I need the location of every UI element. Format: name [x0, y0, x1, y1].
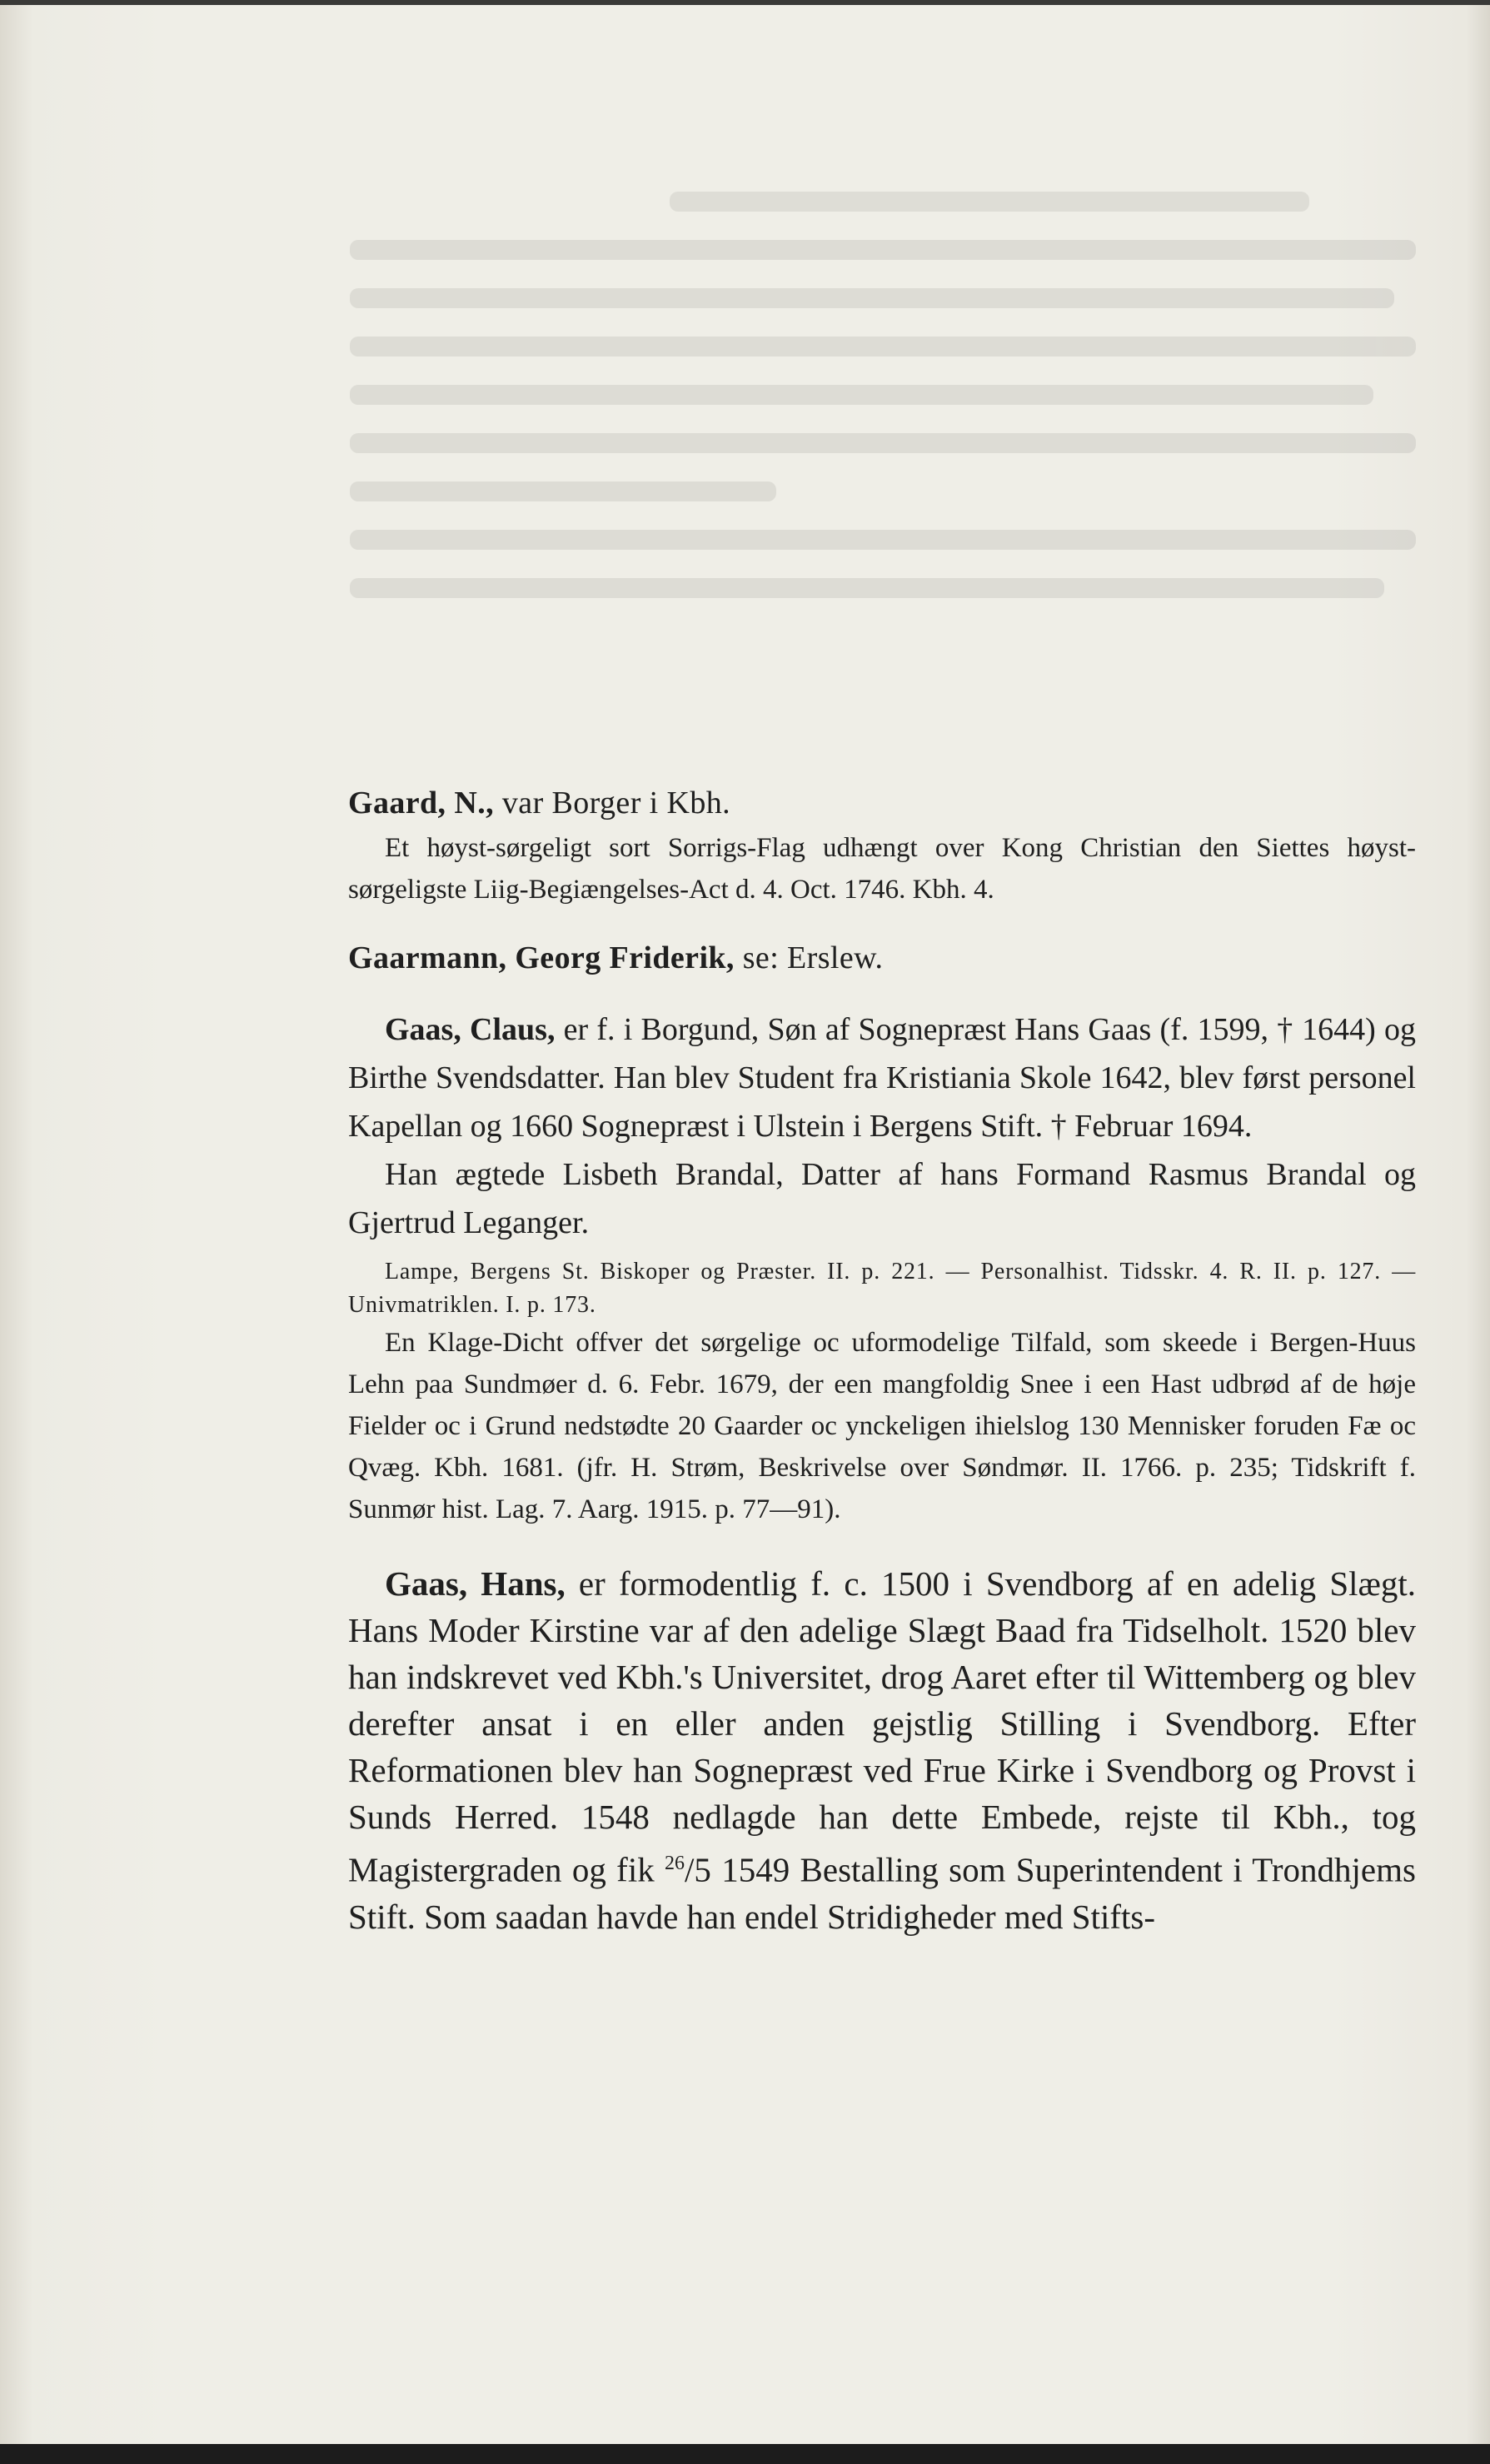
- document-body: [348, 779, 1416, 1940]
- entry-gaas-claus-work: En Klage-Dicht offver det sørgelige oc uformodelige Tilfald, som skeede i Bergen-Huus Lehn paa Sundmøer d. 6. Febr. 1679, der een mangfoldig Snee i een Hast udbrød af de høje Fielder oc i Grund nedstødte 20 Gaarder oc ynckeligen ihielslog 130 Mennisker foruden Fæ oc Qvæg. Kbh. 1681. (jfr. H. Strøm, Beskrivelse over Søndmør. II. 1766. p. 235; Tidskrift f. Sunmør hist. Lag. 7. Aarg. 1915. p. 77—91).: [348, 1328, 1416, 1524]
- entry-gaas-claus-references: Lampe, Bergens St. Biskoper og Præster. II. p. 221. — Personalhist. Tidsskr. 4. R. II. p. 127. — Univmatriklen. I. p. 173.: [348, 1259, 1416, 1318]
- entry-gaas-hans-bio-continued: 1549 Bestalling som Superintendent i Trondhjems Stift. Som saadan havde han endel Stridigheder med Stifts-: [348, 1850, 1416, 1936]
- entry-gaas-claus-name: Gaas, Claus,: [385, 1012, 556, 1047]
- entry-gaas-claus-paragraph: [348, 1005, 1416, 1150]
- page-bottom-edge: [0, 2444, 1490, 2464]
- entry-gaard-heading: [348, 779, 1416, 827]
- entry-gaas-hans-date-day: 26: [665, 1853, 685, 1874]
- entry-gaard-work: Et høyst-sørgeligt sort Sorrigs-Flag udhængt over Kong Christian den Siettes høyst-sørgeligste Liig-Begiængelses-Act d. 4. Oct. 1746. Kbh. 4.: [348, 833, 1416, 905]
- entry-gaard-name: Gaard, N.,: [348, 786, 494, 821]
- entry-gaarmann-heading: [348, 934, 1416, 982]
- entry-gaarmann-name: Gaarmann, Georg Friderik,: [348, 940, 735, 975]
- entry-gaas-claus-bio: er f. i Borgund, Søn af Sognepræst Hans Gaas (f. 1599, † 1644) og Birthe Svendsdatter. Han blev Student fra Kristiania Skole 1642, blev først personel Kapellan og 1660 Sognepræst i Ulstein i Bergens Stift. † Februar 1694.: [348, 1012, 1416, 1144]
- entry-gaard-description: var Borger i Kbh.: [494, 786, 731, 821]
- entry-gaas-hans-name: Gaas, Hans,: [385, 1564, 566, 1603]
- bleed-through-text: [350, 167, 1416, 750]
- entry-gaarmann-crossref: se: Erslew.: [734, 940, 884, 975]
- entry-gaas-hans-bio: er formodentlig f. c. 1500 i Svendborg af en adelig Slægt. Hans Moder Kirstine var af den adelige Slægt Baad fra Tidselholt. 1520 blev han indskrevet ved Kbh.'s Universitet, drog Aaret efter til Wittemberg og blev derefter ansat i en eller anden gejstlig Stilling i Svendborg. Efter Reformationen blev han Sognepræst ved Frue Kirke i Svendborg og Provst i Sunds Herred. 1548 nedlagde han dette Embede, rejste til Kbh., tog Magistergraden og fik: [348, 1564, 1417, 1889]
- entry-gaas-hans-date-month: /5: [685, 1850, 711, 1889]
- entry-gaas-claus-marriage: Han ægtede Lisbeth Brandal, Datter af hans Formand Rasmus Brandal og Gjertrud Leganger.: [348, 1157, 1416, 1240]
- entry-gaas-hans-paragraph: [348, 1560, 1416, 1940]
- page-top-edge: [0, 0, 1490, 5]
